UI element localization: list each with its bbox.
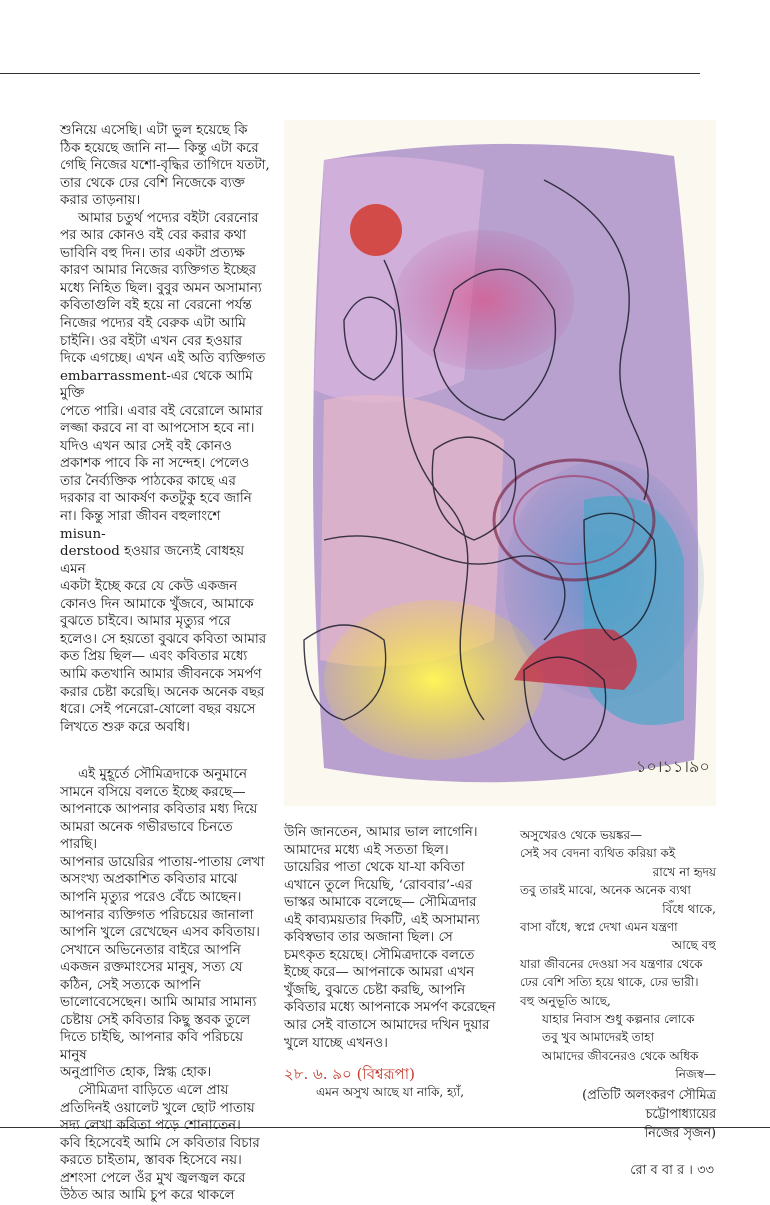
poem-line: বিঁধে থাকে,: [662, 901, 716, 916]
poem-line: আছে বহু: [671, 938, 716, 953]
text-line: যদিও এখন আর সেই বই কোনও: [60, 438, 232, 454]
page-footer: রো ব বা র । ৩৩: [630, 1163, 714, 1178]
text-line: লিখতে শুরু করে অবধি।: [60, 719, 190, 735]
text-line: এই কাব্যময়তার দিকটি, এই অসামান্য: [284, 912, 480, 928]
text-line: পেতে পারি। এবার বই বেরোলে আমার: [60, 403, 263, 419]
text-line: নিজের পদ্যের বই বেরুক এটা আমি: [60, 316, 246, 332]
poem-line: তবু তারই মাঝে, অনেক অনেক ব্যথা: [520, 883, 691, 898]
text-line: খুঁজছি, বুঝতে চেষ্টা করছি, আপনি: [284, 982, 466, 998]
poem-line: যাহার নিবাস শুধু কল্পনার লোকে: [542, 1012, 695, 1027]
poem-line: যারা জীবনের দেওয়া সব যন্ত্রণার থেকে: [520, 956, 703, 971]
text-line: কবিতাগুলি বই হয়ে না বেরনো পর্যন্ত: [60, 298, 252, 314]
text-line: তার নৈর্ব্যক্তিক পাঠকের কাছে এর: [60, 473, 236, 489]
text-line: একজন রক্তমাংসের মানুষ, সত্য যে: [60, 960, 243, 976]
poem-line: আমাদের জীবনেরও থেকে অধিক: [542, 1048, 699, 1063]
text-line: খুলে যাচ্ছে এখনও।: [284, 1035, 388, 1051]
left-text-column: [60, 122, 270, 1205]
paragraph-1: [60, 122, 270, 210]
text-line: ইচ্ছে করে— আপনাকে আমরা এখন: [284, 965, 475, 981]
text-line: কত প্রিয় ছিল— এবং কবিতার মধ্যে: [60, 649, 248, 665]
text-line: পর আর কোনও বই বের করার কথা: [60, 228, 247, 244]
poem-line: তবু খুব আমাদেরই তাহা: [542, 1030, 655, 1045]
text-line: অসংখ্য অপ্রকাশিত কবিতার মাঝে: [60, 872, 238, 888]
text-line: ধরে। সেই পনেরো-ষোলো বছর বয়সে: [60, 702, 256, 718]
text-line: হলেও। সে হয়তো বুঝবে কবিতা আমার: [60, 631, 267, 647]
text-line: আপনার ব্যক্তিগত পরিচয়ের জানালা: [60, 907, 254, 923]
text-line: উনি জানতেন, আমার ভাল লাগেনি।: [284, 825, 478, 840]
illustration-credit-line-2: নিজের সৃজন): [644, 1125, 716, 1141]
text-line: derstood হওয়ার জন্যেই বোধহয় এমন: [60, 544, 245, 577]
text-line: কোনও দিন আমাকে খুঁজবে, আমাকে: [60, 596, 254, 612]
text-line: দরকার বা আকর্ষণ কতটুকু হবে জানি: [60, 491, 252, 507]
text-line: ভাস্কর আমাকে বলেছে— সৌমিত্রদার: [284, 895, 477, 911]
text-line: এই মুহূর্তে সৌমিত্রদাকে অনুমানে: [78, 767, 247, 783]
text-line: লজ্জা করবে না বা আপসোস হবে না।: [60, 421, 255, 437]
artwork-signature: ১০।১১।৯০: [636, 757, 710, 776]
text-line: কবিতার মধ্যে আপনাকে সমর্পণ করেছেন: [284, 1000, 496, 1016]
text-line: ঠিক হয়েছে জানি না— কিন্তু এটা করে: [60, 140, 259, 156]
text-line: আপনি মৃত্যুর পরেও বেঁচে আছেন।: [60, 889, 242, 905]
text-line: চমৎকৃত হয়েছে। সৌমিত্রদাকে বলতে: [284, 947, 475, 963]
text-line: ভালোবেসেছেন। আমি আমার সামান্য: [60, 995, 257, 1011]
text-line: করতে চাইতাম, স্তাবক হিসেবে নয়।: [60, 1153, 242, 1169]
text-line: আর সেই বাতাসে আমাদের দখিন দুয়ার: [284, 1018, 490, 1034]
poem-line: অসুখেরও থেকে ভয়ঙ্কর—: [520, 828, 643, 842]
text-line: উঠত আর আমি চুপ করে থাকলে: [60, 1188, 235, 1204]
paragraph-2: [60, 210, 270, 736]
text-line: শুনিয়ে এসেছি। এটা ভুল হয়েছে কি: [60, 123, 248, 138]
text-line: প্রকাশক পাবে কি না সন্দেহ। পেলেও: [60, 456, 250, 472]
poem-line: বহু অনুভূতি আছে,: [520, 993, 611, 1008]
text-line: করার চেষ্টা করেছি। অনেক অনেক বছর: [60, 684, 265, 700]
text-line: সেখানে অভিনেতার বাইরে আপনি: [60, 942, 241, 958]
right-poem-column: [520, 826, 716, 1143]
middle-text-column: [284, 824, 506, 1101]
poem-line: এমন অসুখ আছে যা নাকি, হ্যাঁ,: [316, 1084, 465, 1099]
text-line: সদ্য লেখা কবিতা পড়ে শোনাতেন।: [60, 1118, 241, 1134]
poem-line: রাখে না হৃদয়: [652, 864, 716, 879]
text-line: কারণ আমার নিজের ব্যক্তিগত ইচ্ছের: [60, 263, 256, 279]
text-line: চাইনি। ওর বইটা এখন বের হওয়ার: [60, 333, 243, 349]
paragraph-4: [60, 1082, 270, 1205]
text-line: সামনে বসিয়ে বলতে ইচ্ছে করছে—: [60, 784, 246, 800]
text-line: আমি কতখানি আমার জীবনকে সমর্পণ: [60, 666, 262, 682]
text-line: আপনার ডায়েরির পাতায়-পাতায় লেখা: [60, 854, 265, 870]
text-line: সৌমিত্রদা বাড়িতে এলে প্রায়: [78, 1082, 229, 1098]
text-line: মধ্যে নিহিত ছিল। বুবুর অমন অসামান্য: [60, 280, 262, 296]
text-line: তার থেকে ঢের বেশি নিজেকে ব্যক্ত: [60, 175, 245, 191]
paragraph-3: [60, 766, 270, 1082]
text-line: কবিস্বভাব তার অজানা ছিল। সে: [284, 930, 453, 946]
artwork-illustration: [284, 120, 716, 806]
text-line: দিতে চাইছি, আপনার কবি পরিচয়ে মানুষ: [60, 1030, 243, 1063]
middle-paragraph: [284, 824, 506, 1052]
poem-line: সেই সব বেদনা ব্যথিত করিয়া কই: [520, 846, 676, 861]
text-line: কবি হিসেবেই আমি সে কবিতার বিচার: [60, 1135, 260, 1151]
text-line: গেছি নিজের যশো-বৃদ্ধির তাগিদে যতটা,: [60, 158, 270, 174]
text-line: আমার চতুর্থ পদ্যের বইটা বেরনোর: [78, 210, 259, 226]
top-rule: [0, 73, 700, 74]
text-line: দিকে এগচ্ছে। এখন এই অতি ব্যক্তিগত: [60, 351, 266, 367]
text-line: প্রশংসা পেলে ওঁর মুখ জ্বলজ্বল করে: [60, 1170, 246, 1186]
poem-date-heading: ২৮. ৬. ৯০ (বিশ্বরূপা): [284, 1065, 415, 1084]
text-line: বুঝতে চাইবে। আমার মৃত্যুর পরে: [60, 614, 231, 630]
text-line: আমাদের মধ্যে এই সততা ছিল।: [284, 842, 449, 858]
text-line: চেষ্টায় সেই কবিতার কিছু স্তবক তুলে: [60, 1012, 251, 1028]
text-line: কঠিন, সেই সত্যকে আপনি: [60, 977, 201, 993]
text-line: করার তাড়নায়।: [60, 193, 141, 209]
illustration-credit-line-1: (প্রতিটি অলংকরণ সৌমিত্র চট্টোপাধ্যায়ের: [582, 1087, 716, 1122]
text-line: না। কিন্তু সারা জীবন বহুলাংশে misun-: [60, 509, 221, 542]
text-line: প্রতিদিনই ওয়ালেট খুলে ছোট পাতায়: [60, 1100, 255, 1116]
text-line: ভাবিনি বহু দিন। তার একটা প্রত্যক্ষ: [60, 245, 245, 261]
text-line: আপনি খুলে রেখেছেন এসব কবিতায়।: [60, 925, 260, 941]
text-line: embarrassment-এর থেকে আমি মুক্তি: [60, 368, 253, 402]
poem-line: ঢের বেশি সত্যি হয়ে থাকে, ঢের ভারী।: [520, 975, 699, 990]
text-line: আমরা অনেক গভীরভাবে চিনতে পারছি।: [60, 819, 233, 853]
poem-line: নিজস্ব—: [675, 1067, 716, 1082]
text-line: একটা ইচ্ছে করে যে কেউ একজন: [60, 579, 238, 595]
text-line: ডায়েরির পাতা থেকে যা-যা কবিতা: [284, 860, 465, 876]
text-line: অনুপ্রাণিত হোক, স্নিগ্ধ হোক।: [60, 1065, 212, 1081]
text-line: এখানে তুলে দিয়েছি, ‘রোববার’-এর: [284, 877, 473, 893]
text-line: আপনাকে আপনার কবিতার মধ্য দিয়ে: [60, 802, 258, 818]
poem-block: [520, 826, 716, 1084]
poem-line: বাসা বাঁধে, স্বপ্নে দেখা এমন যন্ত্রণা: [520, 920, 678, 935]
